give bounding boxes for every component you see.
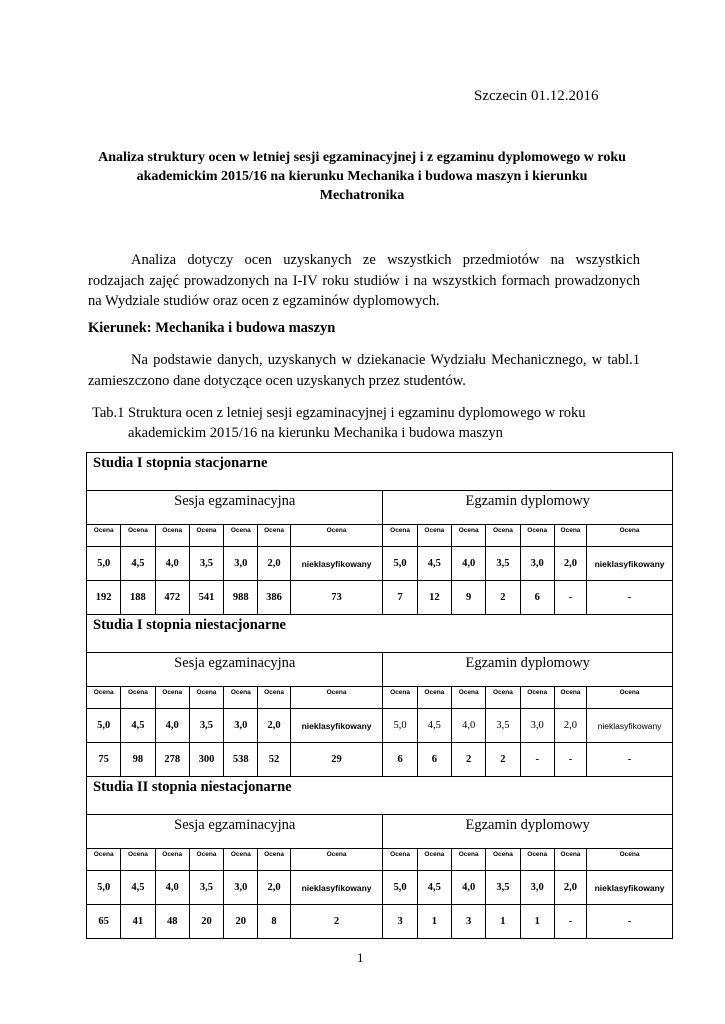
group-diploma-header: Egzamin dyplomowy — [383, 491, 673, 525]
ocena-header-cell: Ocena — [224, 687, 258, 709]
count-cell: 538 — [224, 743, 258, 777]
count-cell: 300 — [189, 743, 223, 777]
grade-cell: 2,0 — [258, 547, 290, 581]
group-diploma-header: Egzamin dyplomowy — [383, 653, 673, 687]
count-cell: 2 — [452, 743, 486, 777]
source-paragraph — [88, 350, 640, 391]
grade-cell: 5,0 — [383, 547, 417, 581]
count-cell: 3 — [383, 905, 417, 939]
count-cell: 192 — [87, 581, 121, 615]
ocena-header-cell: Ocena — [189, 525, 223, 547]
ocena-header-cell: Ocena — [189, 687, 223, 709]
ocena-header-cell: Ocena — [121, 687, 155, 709]
grade-cell: 5,0 — [87, 709, 121, 743]
source-line: Na podstawie danych, uzyskanych w dziekanacie Wydziału Mechanicznego, w tabl.1 — [131, 352, 640, 368]
intro-line: na Wydziale studiów oraz ocen z egzaminów dyplomowych. — [88, 293, 440, 309]
count-cell: - — [554, 743, 586, 777]
section-heading: Kierunek: Mechanika i budowa maszyn — [88, 320, 336, 336]
count-cell: 1 — [417, 905, 451, 939]
grade-cell: 4,5 — [417, 547, 451, 581]
ocena-header-cell: Ocena — [121, 525, 155, 547]
grade-cell: 2,0 — [258, 709, 290, 743]
ocena-header-cell: Ocena — [87, 687, 121, 709]
count-cell: 1 — [520, 905, 554, 939]
section-title-row — [87, 777, 673, 815]
grade-cell: 4,0 — [155, 871, 189, 905]
count-cell: 20 — [189, 905, 223, 939]
grade-cell: 4,5 — [121, 709, 155, 743]
count-values-row — [87, 905, 673, 939]
intro-line: Analiza dotyczy ocen uzyskanych ze wszystkich przedmiotów na wszystkich — [131, 252, 640, 268]
grade-cell: nieklasyfikowany — [290, 871, 383, 905]
ocena-header-cell: Ocena — [554, 687, 586, 709]
ocena-header-cell: Ocena — [554, 849, 586, 871]
ocena-header-cell: Ocena — [587, 849, 673, 871]
count-cell: - — [587, 581, 673, 615]
ocena-header-cell: Ocena — [87, 525, 121, 547]
ocena-header-cell: Ocena — [520, 525, 554, 547]
count-cell: 3 — [452, 905, 486, 939]
ocena-header-cell: Ocena — [486, 849, 520, 871]
ocena-header-cell: Ocena — [224, 525, 258, 547]
ocena-header-cell: Ocena — [587, 525, 673, 547]
count-cell: - — [520, 743, 554, 777]
count-cell: 98 — [121, 743, 155, 777]
grade-cell: 5,0 — [87, 871, 121, 905]
ocena-header-cell: Ocena — [290, 687, 383, 709]
count-cell: 541 — [189, 581, 223, 615]
grade-cell: nieklasyfikowany — [290, 709, 383, 743]
grade-cell: 4,0 — [452, 871, 486, 905]
document-title — [82, 148, 642, 205]
grade-values-row — [87, 547, 673, 581]
count-cell: 20 — [224, 905, 258, 939]
count-cell: - — [554, 905, 586, 939]
grade-cell: 4,0 — [155, 547, 189, 581]
group-header-row — [87, 653, 673, 687]
grade-cell: 4,0 — [452, 709, 486, 743]
grade-values-row — [87, 709, 673, 743]
count-cell: 8 — [258, 905, 290, 939]
grade-cell: nieklasyfikowany — [587, 547, 673, 581]
grade-cell: 4,5 — [121, 871, 155, 905]
ocena-header-row — [87, 687, 673, 709]
group-session-header: Sesja egzaminacyjna — [87, 653, 383, 687]
document-date: Szczecin 01.12.2016 — [474, 88, 599, 104]
title-line: akademickim 2015/16 na kierunku Mechanika i budowa maszyn i kierunku — [136, 169, 588, 184]
count-cell: 278 — [155, 743, 189, 777]
grade-cell: 3,5 — [486, 709, 520, 743]
section-title-row — [87, 615, 673, 653]
grade-cell: 3,0 — [224, 547, 258, 581]
title-line: Analiza struktury ocen w letniej sesji egzaminacyjnej i z egzaminu dyplomowego w roku — [98, 150, 626, 165]
count-cell: 2 — [486, 581, 520, 615]
grade-values-row — [87, 871, 673, 905]
group-header-row — [87, 491, 673, 525]
count-cell: 472 — [155, 581, 189, 615]
grade-cell: 3,0 — [520, 871, 554, 905]
section-title: Studia I stopnia stacjonarne — [87, 453, 673, 491]
ocena-header-cell: Ocena — [383, 525, 417, 547]
grade-cell: 5,0 — [383, 709, 417, 743]
grade-cell: 2,0 — [258, 871, 290, 905]
caption-line: Tab.1 Struktura ocen z letniej sesji egzaminacyjnej i egzaminu dyplomowego w roku — [92, 405, 586, 421]
ocena-header-cell: Ocena — [554, 525, 586, 547]
ocena-header-cell: Ocena — [155, 849, 189, 871]
grade-cell: 3,5 — [189, 547, 223, 581]
intro-paragraph — [88, 250, 640, 312]
ocena-header-cell: Ocena — [290, 849, 383, 871]
group-session-header: Sesja egzaminacyjna — [87, 491, 383, 525]
grade-cell: 3,5 — [486, 871, 520, 905]
count-cell: 1 — [486, 905, 520, 939]
count-cell: - — [587, 905, 673, 939]
intro-line: rodzajach zajęć prowadzonych na I-IV roku studiów i na wszystkich formach prowadzonych — [88, 272, 640, 289]
count-values-row — [87, 581, 673, 615]
ocena-header-row — [87, 525, 673, 547]
count-cell: 73 — [290, 581, 383, 615]
grade-cell: 2,0 — [554, 547, 586, 581]
ocena-header-cell: Ocena — [258, 849, 290, 871]
page-number: 1 — [357, 950, 364, 965]
section-title-row — [87, 453, 673, 491]
count-cell: - — [587, 743, 673, 777]
grade-cell: 4,0 — [452, 547, 486, 581]
ocena-header-cell: Ocena — [452, 687, 486, 709]
grade-cell: 4,5 — [121, 547, 155, 581]
count-cell: 41 — [121, 905, 155, 939]
grade-cell: 2,0 — [554, 709, 586, 743]
grade-cell: 2,0 — [554, 871, 586, 905]
ocena-header-cell: Ocena — [258, 687, 290, 709]
table-caption — [92, 403, 585, 443]
count-cell: 48 — [155, 905, 189, 939]
count-cell: 2 — [486, 743, 520, 777]
group-header-row — [87, 815, 673, 849]
count-cell: 12 — [417, 581, 451, 615]
grade-cell: 3,0 — [224, 871, 258, 905]
count-cell: 6 — [383, 743, 417, 777]
count-cell: 7 — [383, 581, 417, 615]
grades-table — [86, 452, 673, 939]
ocena-header-cell: Ocena — [486, 687, 520, 709]
ocena-header-cell: Ocena — [486, 525, 520, 547]
ocena-header-cell: Ocena — [417, 687, 451, 709]
grade-cell: nieklasyfikowany — [290, 547, 383, 581]
grade-cell: 3,0 — [520, 547, 554, 581]
ocena-header-cell: Ocena — [452, 849, 486, 871]
source-line: zamieszczono dane dotyczące ocen uzyskanych przez studentów. — [88, 372, 466, 389]
grade-cell: nieklasyfikowany — [587, 709, 673, 743]
count-cell: 29 — [290, 743, 383, 777]
count-values-row — [87, 743, 673, 777]
grade-cell: 3,5 — [189, 871, 223, 905]
group-session-header: Sesja egzaminacyjna — [87, 815, 383, 849]
count-cell: 6 — [417, 743, 451, 777]
grade-cell: 3,0 — [224, 709, 258, 743]
ocena-header-cell: Ocena — [383, 687, 417, 709]
grade-cell: 3,0 — [520, 709, 554, 743]
count-cell: 9 — [452, 581, 486, 615]
caption-line: akademickim 2015/16 na kierunku Mechanika i budowa maszyn — [128, 425, 503, 441]
ocena-header-cell: Ocena — [290, 525, 383, 547]
grade-cell: 5,0 — [87, 547, 121, 581]
grade-cell: nieklasyfikowany — [587, 871, 673, 905]
section-title: Studia II stopnia niestacjonarne — [87, 777, 673, 815]
group-diploma-header: Egzamin dyplomowy — [383, 815, 673, 849]
title-line: Mechatronika — [319, 188, 405, 203]
ocena-header-row — [87, 849, 673, 871]
ocena-header-cell: Ocena — [189, 849, 223, 871]
grade-cell: 4,5 — [417, 709, 451, 743]
count-cell: 988 — [224, 581, 258, 615]
grade-cell: 5,0 — [383, 871, 417, 905]
ocena-header-cell: Ocena — [417, 525, 451, 547]
ocena-header-cell: Ocena — [87, 849, 121, 871]
ocena-header-cell: Ocena — [258, 525, 290, 547]
grade-cell: 3,5 — [486, 547, 520, 581]
ocena-header-cell: Ocena — [224, 849, 258, 871]
ocena-header-cell: Ocena — [417, 849, 451, 871]
count-cell: 2 — [290, 905, 383, 939]
grade-cell: 4,0 — [155, 709, 189, 743]
count-cell: 386 — [258, 581, 290, 615]
ocena-header-cell: Ocena — [155, 525, 189, 547]
ocena-header-cell: Ocena — [520, 687, 554, 709]
ocena-header-cell: Ocena — [121, 849, 155, 871]
count-cell: 65 — [87, 905, 121, 939]
grade-cell: 4,5 — [417, 871, 451, 905]
grade-cell: 3,5 — [189, 709, 223, 743]
section-title: Studia I stopnia niestacjonarne — [87, 615, 673, 653]
ocena-header-cell: Ocena — [587, 687, 673, 709]
count-cell: - — [554, 581, 586, 615]
count-cell: 6 — [520, 581, 554, 615]
count-cell: 75 — [87, 743, 121, 777]
count-cell: 52 — [258, 743, 290, 777]
ocena-header-cell: Ocena — [383, 849, 417, 871]
count-cell: 188 — [121, 581, 155, 615]
ocena-header-cell: Ocena — [155, 687, 189, 709]
ocena-header-cell: Ocena — [520, 849, 554, 871]
ocena-header-cell: Ocena — [452, 525, 486, 547]
